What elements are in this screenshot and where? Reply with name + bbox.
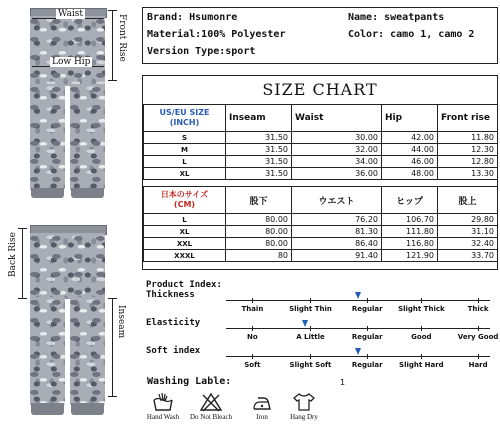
size-cell: XXL: [144, 238, 226, 250]
table-cell: 30.00: [292, 132, 382, 144]
table-cell: 34.00: [292, 156, 382, 168]
scale-marker: [355, 348, 361, 355]
header-cell: 股上: [438, 187, 498, 214]
scale-line: [226, 328, 490, 329]
size-cell: L: [144, 214, 226, 226]
inseam-label: Inseam: [116, 305, 126, 339]
wash-item-label: Hang Dry: [290, 413, 318, 421]
table-cell: 116.80: [382, 238, 438, 250]
table-cell: 86.40: [292, 238, 382, 250]
table-row: [144, 226, 498, 238]
scale-marker: [302, 320, 308, 327]
washing-label-title: Washing Lable:: [147, 376, 232, 387]
jp-size-header: [144, 187, 226, 214]
table-row: [144, 156, 498, 168]
table-cell: 80.00: [226, 214, 292, 226]
table-cell: 33.70: [438, 250, 498, 262]
do-not-bleach-icon: [200, 392, 222, 412]
scale-label: Regular: [351, 305, 383, 313]
scale-label: Regular: [351, 361, 383, 369]
scale-label: Thick: [467, 305, 489, 313]
table-cell: 76.20: [292, 214, 382, 226]
waist-label: Waist: [58, 9, 83, 19]
size-cell: XL: [144, 226, 226, 238]
size-header-text: US/EU SIZE (INCH): [159, 108, 210, 127]
scale-label: Very Good: [457, 333, 499, 341]
scale-tick: [310, 326, 311, 331]
product-index: [142, 272, 499, 372]
wash-item-do-not-bleach: [187, 392, 235, 421]
table-cell: 80: [226, 250, 292, 262]
scale-label: Good: [411, 333, 432, 341]
version-type-text: Version Type:sport: [147, 46, 256, 57]
table-cell: 13.30: [438, 168, 498, 180]
table-cell: 44.00: [382, 144, 438, 156]
scale-tick: [367, 326, 368, 331]
scale-label: Hard: [468, 361, 488, 369]
scale-tick: [478, 354, 479, 359]
table-cell: 106.70: [382, 214, 438, 226]
scale-tick: [252, 298, 253, 303]
scale-label: Slight Soft: [289, 361, 332, 369]
wash-item-iron: [238, 392, 286, 421]
table-row: [144, 250, 498, 262]
header-cell: Waist: [292, 105, 382, 132]
table-cell: 32.00: [292, 144, 382, 156]
scale-label: Thain: [241, 305, 264, 313]
scale-name: Thickness: [146, 290, 195, 300]
table-row: [144, 132, 498, 144]
size-chart-title: SIZE CHART: [143, 76, 497, 105]
scale-label: Slight Thin: [289, 305, 332, 313]
scale-tick: [421, 326, 422, 331]
table-row: [144, 214, 498, 226]
table-cell: 121.90: [382, 250, 438, 262]
table-cell: 36.00: [292, 168, 382, 180]
table-cell: 81.30: [292, 226, 382, 238]
size-cell: S: [144, 132, 226, 144]
size-cell: M: [144, 144, 226, 156]
table-row: [144, 168, 498, 180]
name-text: Name: sweatpants: [348, 12, 445, 23]
product-info-box: [142, 7, 498, 64]
scale-tick: [367, 354, 368, 359]
material-text: Material:100% Polyester: [147, 29, 286, 40]
table-cell: 31.50: [226, 156, 292, 168]
table-cell: 42.00: [382, 132, 438, 144]
table-cell: 91.40: [292, 250, 382, 262]
scale-tick: [478, 298, 479, 303]
scale-name: Soft index: [146, 346, 201, 356]
size-chart: [142, 75, 498, 270]
front-rise-label: Front Rise: [117, 14, 127, 62]
table-cell: 29.80: [438, 214, 498, 226]
scale-name: Elasticity: [146, 318, 201, 328]
front-pants-illustration: [30, 8, 105, 200]
header-cell: 股下: [226, 187, 292, 214]
us-size-table: [143, 104, 498, 180]
back-pants-illustration: [30, 225, 105, 417]
table-row: [144, 238, 498, 250]
scale-line: [226, 300, 490, 301]
table-cell: 31.50: [226, 132, 292, 144]
table-cell: 11.80: [438, 132, 498, 144]
scale-tick: [421, 298, 422, 303]
scale-label: Slight Thick: [398, 305, 445, 313]
table-cell: 31.50: [226, 144, 292, 156]
scale-tick: [310, 354, 311, 359]
color-text: Color: camo 1, camo 2: [348, 29, 475, 40]
table-cell: 46.00: [382, 156, 438, 168]
table-cell: 12.80: [438, 156, 498, 168]
table-cell: 80.00: [226, 238, 292, 250]
table-cell: 12.30: [438, 144, 498, 156]
table-cell: 31.50: [226, 168, 292, 180]
back-rise-label: Back Rise: [8, 232, 18, 277]
header-cell: Inseam: [226, 105, 292, 132]
scale-tick: [367, 298, 368, 303]
product-index-title: Product Index:: [146, 280, 222, 290]
table-cell: 31.10: [438, 226, 498, 238]
hang-dry-icon: [293, 392, 315, 412]
us-header-row: [144, 105, 498, 132]
scale-label: No: [247, 333, 258, 341]
size-cell: XL: [144, 168, 226, 180]
table-cell: 32.40: [438, 238, 498, 250]
wash-item-label: Do Not Bleach: [190, 413, 232, 421]
wash-item-label: Iron: [256, 413, 268, 421]
wash-item-hand-wash: [139, 392, 187, 421]
table-cell: 111.80: [382, 226, 438, 238]
size-cell: L: [144, 156, 226, 168]
size-header-text: 日本のサイズ (CM): [160, 190, 209, 209]
scale-tick: [252, 354, 253, 359]
header-cell: Hip: [382, 105, 438, 132]
scale-label: Soft: [244, 361, 261, 369]
header-cell: ヒップ: [382, 187, 438, 214]
scale-tick: [478, 326, 479, 331]
header-cell: ウエスト: [292, 187, 382, 214]
header-cell: Front rise: [438, 105, 498, 132]
table-cell: 80.00: [226, 226, 292, 238]
scale-tick: [310, 298, 311, 303]
wash-item-hang-dry: [280, 392, 328, 421]
jp-size-table: [143, 186, 498, 262]
scale-line: [226, 356, 490, 357]
scale-label: A Little: [296, 333, 325, 341]
scale-label: Regular: [351, 333, 383, 341]
scale-marker: [355, 292, 361, 299]
scale-tick: [421, 354, 422, 359]
brand-text: Brand: Hsumonre: [147, 12, 238, 23]
table-cell: 48.00: [382, 168, 438, 180]
washing-note: 1: [340, 378, 346, 387]
us-size-header: [144, 105, 226, 132]
size-cell: XXXL: [144, 250, 226, 262]
wash-item-label: Hand Wash: [146, 413, 180, 421]
scale-label: Slight Hard: [399, 361, 444, 369]
table-row: [144, 144, 498, 156]
jp-header-row: [144, 187, 498, 214]
hand-wash-icon: [152, 392, 174, 412]
iron-icon: [251, 392, 273, 412]
scale-tick: [252, 326, 253, 331]
low-hip-label: Low Hip: [52, 57, 91, 67]
